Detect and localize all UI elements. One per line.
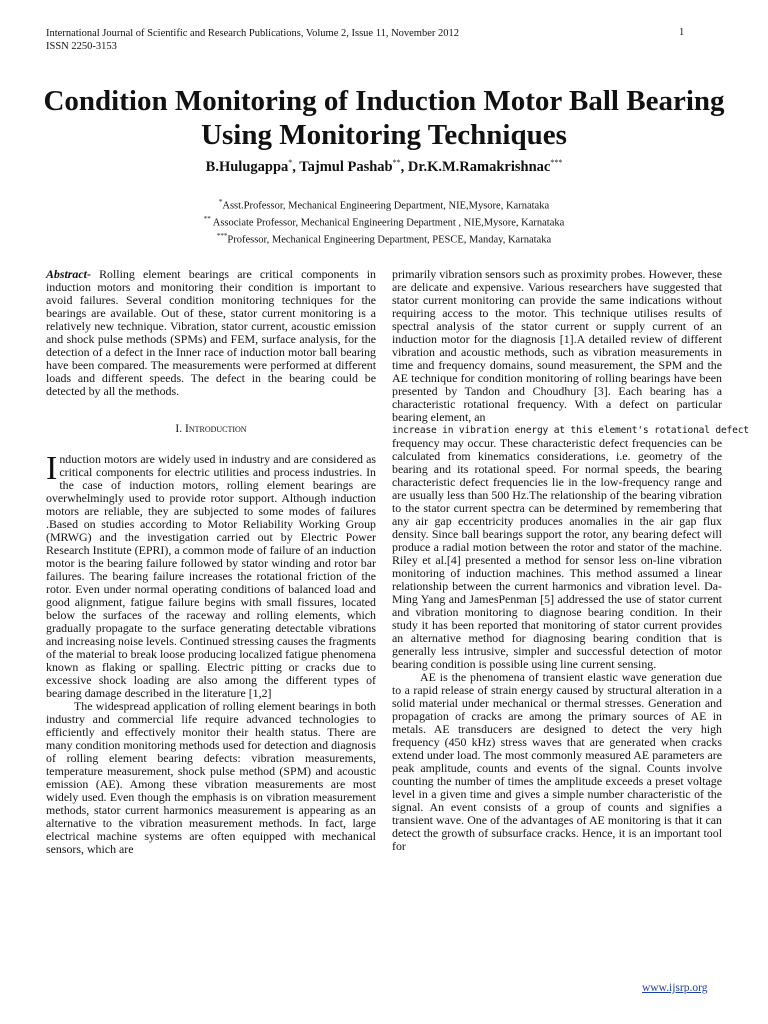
left-column [46, 268, 376, 856]
section-title: Introduction [184, 423, 247, 435]
abstract-label: Abstract- [46, 267, 91, 281]
intro-paragraph-2: The widespread application of rolling element bearings in both industry and commercial life require advanced technologies to efficiently and effectively monitor their health status. There are many condition monitoring methods used for detection and diagnosis of rolling element bearing defects: vibration measurements, temperature measurement, shock pulse method (SPM) and acoustic emission (AE). Among these vibration measurements are most widely used. Even though the emphasis is on vibration measurement methods, stator current harmonics measurement is appearing as an alternative to the vibration measurement methods. In fact, large electrical machine systems are often equipped with mechanical sensors, which are [46, 699, 376, 856]
affiliation-2-mark: ** [203, 215, 211, 223]
footer-website-link[interactable]: www.ijsrp.org [642, 982, 708, 994]
affiliations [0, 196, 768, 247]
author-2-mark: ** [392, 158, 401, 167]
right-paragraph-2: AE is the phenomena of transient elastic wave generation due to a rapid release of strain energy caused by structural alteration in a solid material under mechanical or thermal stresses. Generation and propagation of cracks are among the primary sources of AE in metals. AE transducers are designed to detect the very high frequency (450 kHz) stress waves that are generated when cracks extend under load. The most commonly measured AE parameters are peak amplitude, counts and events of the signal. Counts involve counting the number of times the amplitude exceeds a preset voltage level in a given time and gives a simple number characteristic of the signal. An event consists of a group of counts and signifies a transient wave. One of the advantages of AE monitoring is that it can detect the growth of subsurface cracks. Hence, it is an important tool for [392, 670, 722, 853]
author-1: B.Hulugappa [205, 158, 289, 175]
affiliation-3 [0, 230, 768, 247]
page-number: 1 [679, 27, 685, 38]
affiliation-1-mark: * [218, 198, 223, 206]
author-1-mark: * [288, 158, 293, 167]
title-line-1: Condition Monitoring of Induction Motor Ball Bearing [43, 85, 725, 117]
affiliation-3-mark: *** [216, 232, 228, 240]
section-heading [46, 423, 376, 436]
author-list [0, 158, 768, 176]
affiliation-1 [0, 196, 768, 213]
right-paragraph-1b: frequency may occur. These characteristic defect frequencies can be calculated from kinematics considerations, i.e. geometry of the bearing and its rotational speed. For normal speeds, the bearing characteristic defect frequencies lie in the low-frequency range and are usually less than 500 Hz.The relationship of the bearing vibration to the stator current spectra can be determined by remembering that any air gap eccentricity produces anomalies in the air gap flux density. Since ball bearings support the rotor, any bearing defect will produce a radial motion between the rotor and stator of the machine. Riley et al.[4] presented a method for sensor less on-line vibration monitoring of induction machines. This method assumed a linear relationship between the current harmonics and vibration level. Da-Ming Yang and JamesPenman [5] addressed the use of stator current and vibration monitoring to diagnose bearing condition. In their study it has been reported that monitoring of stator current provides an alternative method for diagnosing bearing condition that is generally less intrusive, simpler and successful detection of motor bearing condition is possible using line current sensing. [392, 436, 722, 671]
issn: ISSN 2250-3153 [46, 41, 117, 52]
monospace-line: increase in vibration energy at this element's rotational defect [392, 425, 749, 436]
affiliation-1-text: Asst.Professor, Mechanical Engineering Department, NIE,Mysore, Karnataka [222, 200, 550, 212]
intro-paragraph-1 [46, 450, 376, 700]
abstract-text: Rolling element bearings are critical components in induction motors and monitoring their condition is important to avoid failures. Several condition monitoring techniques for the bearings are available. Out of these, stator current monitoring is a relatively new technique. Vibration, stator current, acoustic emission and shock pulse methods (SPMs) and FEM, surface analysis, for the detection of a defect in the Inner race of induction motor ball bearing have been compared. The measurements were performed at different loads and different speeds. The defect in the bearing could be detected by all the methods. [46, 267, 376, 398]
author-2: , Tajmul Pashab [292, 158, 393, 175]
journal-citation: International Journal of Scientific and Research Publications, Volume 2, Issue 11, November 2012 [46, 28, 460, 39]
drop-cap: I [46, 450, 58, 487]
right-column [392, 267, 749, 853]
running-header [46, 27, 459, 53]
abstract [46, 268, 376, 398]
intro-paragraph-1-text: nduction motors are widely used in industry and are considered as critical components for electric utilities and process industries. In the case of induction motors, rolling element bearings are overwhelmingly used to provide rotor support. Although induction motors are reliable, they are subjected to some modes of failures .Based on studies according to Motor Reliability Working Group (MRWG) and the investigation carried out by Electric Power Research Institute (EPRI), a common mode of failure of an induction motor is the bearing failure followed by stator winding and rotor bar failures. The bearing failure increases the rotational friction of the rotor. Even under normal operating conditions of balanced load and good alignment, fatigue failure begins with small fissures, located below the surfaces of the raceway and rolling elements, which gradually propagate to the surface generating detectable vibrations and increasing noise levels. Continued stressing causes the fragments of the material to break loose producing localized fatigue phenomena known as flaking or spalling. Electric pitting or cracks due to excessive shock loading are also among the different types of bearing damage described in the literature [1,2] [46, 452, 376, 700]
title-line-2: Using Monitoring Techniques [201, 119, 567, 151]
section-number: I. [175, 423, 183, 435]
affiliation-2 [0, 213, 768, 230]
affiliation-3-text: Professor, Mechanical Engineering Department, PESCE, Manday, Karnataka [227, 234, 552, 246]
author-3: , Dr.K.M.Ramakrishnac [400, 158, 551, 175]
paper-title [30, 84, 738, 152]
author-3-mark: *** [550, 158, 563, 167]
right-paragraph-1a: primarily vibration sensors such as proximity probes. However, these are delicate and expensive. Various researchers have suggested that stator current monitoring can provide the same indications without requiring access to the motor. This technique utilises results of spectral analysis of the stator current or supply current of an induction motor for the diagnosis [1].A detailed review of different vibration and acoustic methods, such as vibration measurements in time and frequency domains, sound measurement, the SPM and the AE technique for condition monitoring of rolling bearings have been presented by Tandon and Choudhury [3]. Each bearing has a characteristic rotational frequency. With a defect on particular bearing element, an [392, 267, 722, 424]
affiliation-2-text: Associate Professor, Mechanical Engineering Department , NIE,Mysore, Karnataka [210, 217, 565, 229]
